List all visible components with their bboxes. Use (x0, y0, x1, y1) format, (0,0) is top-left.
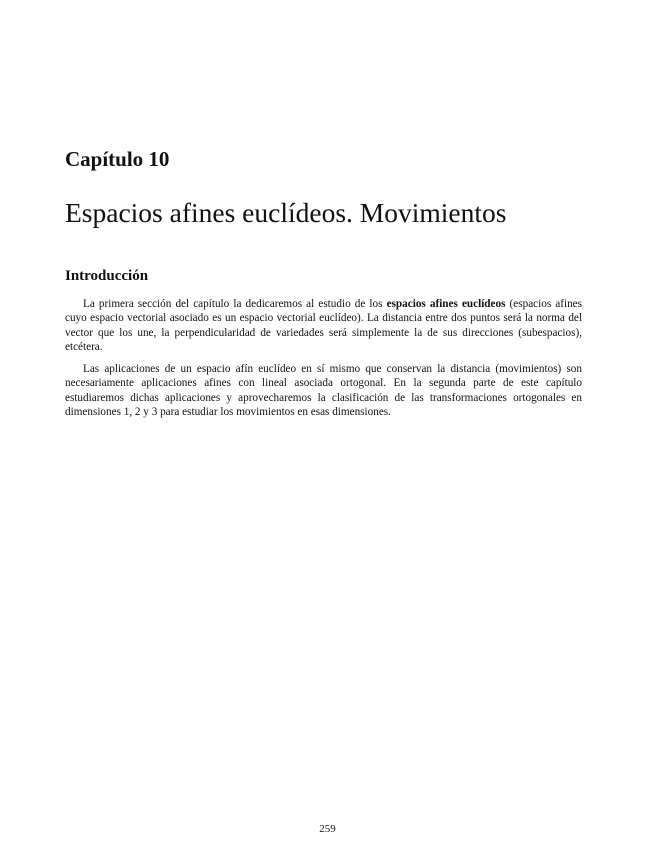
section-title: Introducción (65, 268, 149, 284)
paragraph-2: Las aplicaciones de un espacio afín euclídeo en sí mismo que conservan la distancia (movimientos) son necesariamente aplicaciones afines con lineal asociada ortogonal. En la segunda parte de este capítulo estudiaremos dichas aplicaciones y aprovecharemos la clasificación de las transformaciones ortogonales en dimensiones 1, 2 y 3 para estudiar los movimientos en esas dimensiones. (65, 363, 582, 418)
chapter-label: Capítulo 10 (65, 147, 170, 171)
chapter-title: Espacios afines euclídeos. Movimientos (65, 197, 507, 228)
paragraph-1 (65, 297, 582, 354)
paragraph-1-text-start: La primera sección del capítulo la dedicaremos al estudio de los (83, 298, 387, 310)
page-number: 259 (319, 823, 336, 835)
paragraph-1-bold-term: espacios afines euclídeos (386, 298, 506, 310)
paragraph-1-text-end: (espacios afines cuyo espacio vectorial asociado es un espacio vectorial euclídeo). La distancia entre dos puntos será la norma del vector que los une, la perpendicularidad de variedades será simplemente la de sus direcciones (subespacios), etcétera. (65, 298, 582, 353)
